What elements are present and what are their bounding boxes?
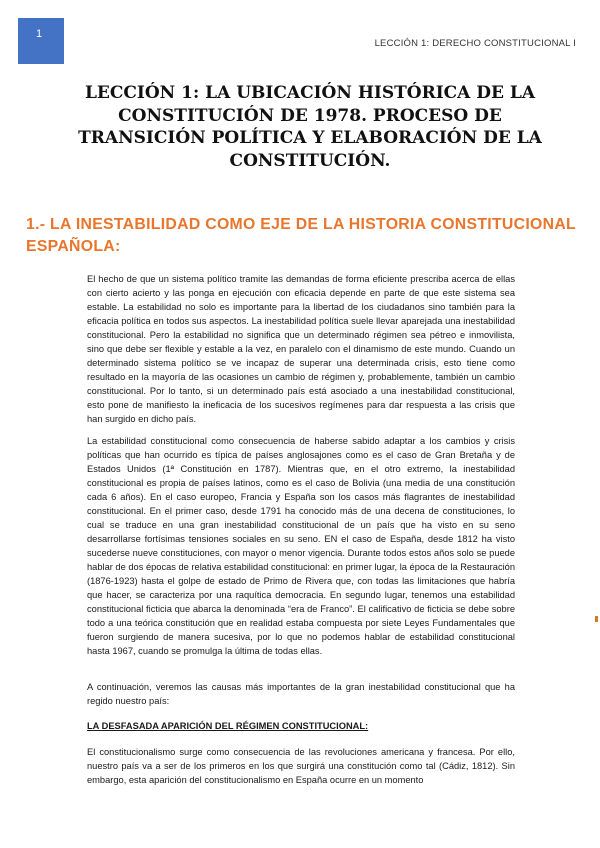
subheading: LA DESFASADA APARICIÓN DEL RÉGIMEN CONSTITUCIONAL: <box>87 721 369 731</box>
page-number-badge <box>18 18 64 64</box>
paragraph-intro: El hecho de que un sistema político tramite las demandas de forma eficiente prescriba acerca de ellas con cierto acierto y las ponga en ejecución con eficacia depende en parte de que este sistema sea estable. La estabilidad no solo es importante para la libertad de los ciudadanos sino también para la eficacia política en todos sus aspectos. La inestabilidad política suele llevar aparejada una inestabilidad constitucional. Pero la estabilidad no significa que un determinado régimen sea pétreo e inmovilista, sino que debe ser flexible y estable a la vez, en paralelo con el dinamismo de este mundo. Cuando un determinado sistema político se ve incapaz de superar una determinada crisis, esto tiene como resultado en la mayoría de las ocasiones un cambio de régimen y, probablemente, también un cambio constitucional. Por lo tanto, si un determinado país está asociado a una inestabilidad constitucional, esto pone de manifiesto la ineficacia de los sucesivos regímenes para dar respuesta a las crisis que han surgido en dicho país. <box>87 274 515 424</box>
paragraph-stability: La estabilidad constitucional como consecuencia de haberse sabido adaptar a los cambios y crisis políticas que han ocurrido es típica de países anglosajones como es el caso de Gran Bretaña y de Estados Unidos (1ª Constitución en 1787). Mientras que, en el otro extremo, la inestabilidad constitucional es propia de países latinos, como es el caso de Bolivia (una media de una constitución cada 6 años). En el caso europeo, Francia y España son los casos más flagrantes de inestabilidad constitucional. En el primer caso, desde 1791 ha conocido más de una decena de constituciones, lo cual se traduce en una gran inestabilidad constitucional de un país que ha visto en su seno desarrollarse fortísimas tensiones sociales en su seno. EN el caso de España, desde 1812 ha visto sucederse nueve constituciones, con mayor o menor vigencia. Durante todos estos años solo se puede hablar de dos épocas de relativa estabilidad constitucional: en primer lugar, la época de la Restauración (1876-1923) hasta el golpe de estado de Primo de Rivera que, con todas las limitaciones que habría que hacer, se caracteriza por una raquítica democracia. En segundo lugar, tenemos una estabilidad constitucional ficticia que abarca la denominada “era de Franco”. El calificativo de ficticia se debe sobre todo a una teórica constitución que en realidad estaba compuesta por siete Leyes Fundamentales que fueron surgiendo de manera sucesiva, por lo que no podemos hablar de estabilidad constitucional hasta 1967, cuando se promulga la última de todas ellas. <box>87 436 515 656</box>
page-number: 1 <box>36 28 43 40</box>
paragraph-constitutionalism: El constitucionalismo surge como consecuencia de las revoluciones americana y francesa. Por ello, nuestro país va a ser de los primeros en los que surgirá una constitución como tal (Cádiz, 1812). Sin embargo, esta aparición del constitucionalismo en España ocurre en un momento <box>87 747 515 785</box>
margin-mark <box>595 616 598 622</box>
running-header: LECCIÓN 1: DERECHO CONSTITUCIONAL I <box>374 38 576 49</box>
section-heading: 1.- LA INESTABILIDAD COMO EJE DE LA HISTORIA CONSTITUCIONAL ESPAÑOLA: <box>26 216 576 255</box>
paragraph-causes: A continuación, veremos las causas más importantes de la gran inestabilidad constitucional que ha regido nuestro país: <box>87 682 515 706</box>
page-title: LECCIÓN 1: LA UBICACIÓN HISTÓRICA DE LA CONSTITUCIÓN DE 1978. PROCESO DE TRANSICIÓN POLÍTICA Y ELABORACIÓN DE LA CONSTITUCIÓN. <box>78 83 542 171</box>
